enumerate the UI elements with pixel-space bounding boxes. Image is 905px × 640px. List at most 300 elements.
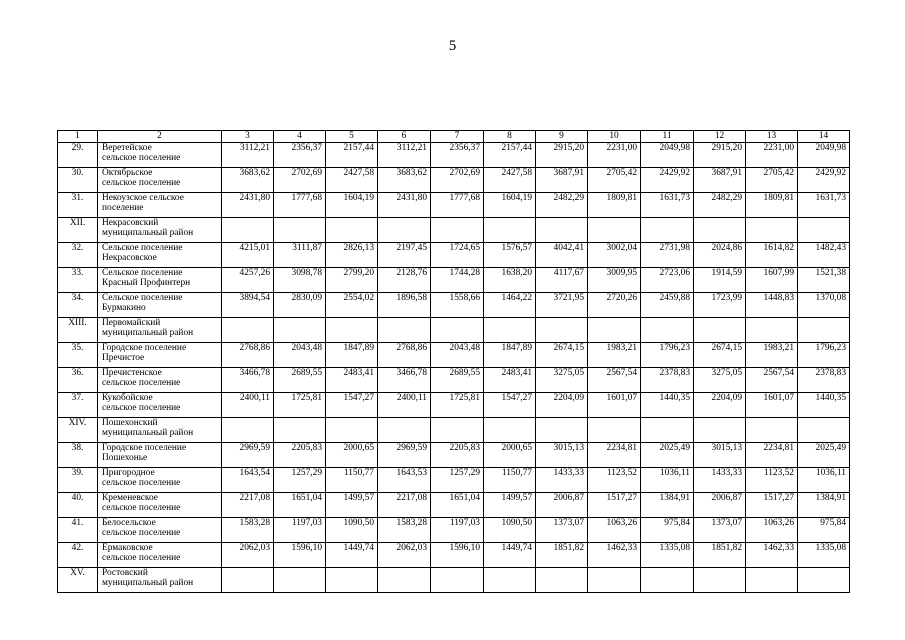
value-cell-col-9: 4042,41 bbox=[536, 242, 588, 267]
value-cell-col-12 bbox=[694, 417, 746, 442]
table-body bbox=[58, 142, 850, 592]
value-cell-col-9: 2482,29 bbox=[536, 192, 588, 217]
value-cell-col-12: 1433,33 bbox=[694, 467, 746, 492]
value-cell-col-8 bbox=[484, 217, 536, 242]
value-cell-col-5: 2157,44 bbox=[326, 142, 378, 167]
settlement-name bbox=[98, 292, 222, 317]
value-cell-col-3 bbox=[222, 417, 274, 442]
table-row bbox=[58, 242, 850, 267]
table-row bbox=[58, 142, 850, 167]
settlement-name bbox=[98, 567, 222, 592]
settlement-name-line: Пригородное bbox=[102, 467, 155, 478]
value-cell-col-5: 2799,20 bbox=[326, 267, 378, 292]
row-number: 40. bbox=[58, 492, 98, 517]
value-cell-col-5: 1150,77 bbox=[326, 467, 378, 492]
settlement-name-line: Городское поселение bbox=[102, 442, 187, 453]
value-cell-col-11: 1335,08 bbox=[641, 542, 694, 567]
table-row bbox=[58, 442, 850, 467]
row-number: 38. bbox=[58, 442, 98, 467]
column-header-11: 11 bbox=[641, 131, 694, 143]
value-cell-col-8 bbox=[484, 417, 536, 442]
value-cell-col-7: 2356,37 bbox=[431, 142, 484, 167]
table-row bbox=[58, 467, 850, 492]
row-number: 34. bbox=[58, 292, 98, 317]
value-cell-col-12 bbox=[694, 217, 746, 242]
value-cell-col-4: 1257,29 bbox=[274, 467, 326, 492]
column-header-13: 13 bbox=[746, 131, 798, 143]
value-cell-col-4: 2689,55 bbox=[274, 367, 326, 392]
value-cell-col-6: 1643,53 bbox=[378, 467, 431, 492]
value-cell-col-4: 1197,03 bbox=[274, 517, 326, 542]
row-number: XIII. bbox=[58, 317, 98, 342]
value-cell-col-13 bbox=[746, 417, 798, 442]
value-cell-col-11: 1440,35 bbox=[641, 392, 694, 417]
value-cell-col-12: 1373,07 bbox=[694, 517, 746, 542]
value-cell-col-6: 2768,86 bbox=[378, 342, 431, 367]
table-row bbox=[58, 567, 850, 592]
settlement-name-line: Кременевское bbox=[102, 492, 158, 503]
settlement-name-line: Сельское поселение bbox=[102, 267, 183, 278]
value-cell-col-11: 2731,98 bbox=[641, 242, 694, 267]
settlement-name bbox=[98, 442, 222, 467]
row-number: 33. bbox=[58, 267, 98, 292]
settlement-name-line: Некрасовское bbox=[102, 253, 157, 264]
value-cell-col-5: 2483,41 bbox=[326, 367, 378, 392]
settlement-name-line: сельское поселение bbox=[102, 403, 181, 414]
settlement-name-line: Первомайский bbox=[102, 317, 161, 328]
value-cell-col-12 bbox=[694, 317, 746, 342]
value-cell-col-7 bbox=[431, 217, 484, 242]
value-cell-col-7: 1197,03 bbox=[431, 517, 484, 542]
settlement-name-line: поселение bbox=[102, 203, 144, 214]
value-cell-col-9: 2204,09 bbox=[536, 392, 588, 417]
value-cell-col-10: 1983,21 bbox=[588, 342, 641, 367]
value-cell-col-12: 1851,82 bbox=[694, 542, 746, 567]
value-cell-col-8: 1464,22 bbox=[484, 292, 536, 317]
value-cell-col-5: 1090,50 bbox=[326, 517, 378, 542]
value-cell-col-7: 1777,68 bbox=[431, 192, 484, 217]
value-cell-col-7 bbox=[431, 417, 484, 442]
value-cell-col-9: 3015,13 bbox=[536, 442, 588, 467]
value-cell-col-9 bbox=[536, 567, 588, 592]
row-number: 41. bbox=[58, 517, 98, 542]
value-cell-col-14: 1521,38 bbox=[798, 267, 850, 292]
value-cell-col-8: 2483,41 bbox=[484, 367, 536, 392]
value-cell-col-14: 1631,73 bbox=[798, 192, 850, 217]
value-cell-col-10: 3002,04 bbox=[588, 242, 641, 267]
value-cell-col-11 bbox=[641, 417, 694, 442]
value-cell-col-9 bbox=[536, 217, 588, 242]
settlement-name-line: сельское поселение bbox=[102, 178, 181, 189]
settlement-name-line: Сельское поселение bbox=[102, 292, 183, 303]
value-cell-col-4 bbox=[274, 417, 326, 442]
value-cell-col-9: 1851,82 bbox=[536, 542, 588, 567]
value-cell-col-5: 1604,19 bbox=[326, 192, 378, 217]
value-cell-col-14: 1384,91 bbox=[798, 492, 850, 517]
value-cell-col-5: 2427,58 bbox=[326, 167, 378, 192]
table-row bbox=[58, 292, 850, 317]
value-cell-col-13: 1983,21 bbox=[746, 342, 798, 367]
table-row bbox=[58, 392, 850, 417]
value-cell-col-11 bbox=[641, 567, 694, 592]
value-cell-col-11: 2025,49 bbox=[641, 442, 694, 467]
settlement-name-line: муниципальный район bbox=[102, 428, 194, 439]
row-number: 37. bbox=[58, 392, 98, 417]
value-cell-col-12: 3687,91 bbox=[694, 167, 746, 192]
row-number: XV. bbox=[58, 567, 98, 592]
value-cell-col-13: 1063,26 bbox=[746, 517, 798, 542]
value-cell-col-10: 1123,52 bbox=[588, 467, 641, 492]
row-number: 31. bbox=[58, 192, 98, 217]
value-cell-col-9: 4117,67 bbox=[536, 267, 588, 292]
value-cell-col-5: 1547,27 bbox=[326, 392, 378, 417]
value-cell-col-9: 3721,95 bbox=[536, 292, 588, 317]
value-cell-col-13: 2567,54 bbox=[746, 367, 798, 392]
value-cell-col-14: 975,84 bbox=[798, 517, 850, 542]
value-cell-col-10: 1063,26 bbox=[588, 517, 641, 542]
value-cell-col-13: 1614,82 bbox=[746, 242, 798, 267]
value-cell-col-8: 1499,57 bbox=[484, 492, 536, 517]
value-cell-col-4 bbox=[274, 567, 326, 592]
value-cell-col-4: 1651,04 bbox=[274, 492, 326, 517]
value-cell-col-14: 1370,08 bbox=[798, 292, 850, 317]
table-row bbox=[58, 167, 850, 192]
table-row bbox=[58, 217, 850, 242]
table-row bbox=[58, 342, 850, 367]
value-cell-col-10: 3009,95 bbox=[588, 267, 641, 292]
value-cell-col-14: 1796,23 bbox=[798, 342, 850, 367]
value-cell-col-8: 1576,57 bbox=[484, 242, 536, 267]
value-cell-col-3: 2969,59 bbox=[222, 442, 274, 467]
value-cell-col-8: 1638,20 bbox=[484, 267, 536, 292]
value-cell-col-10: 1809,81 bbox=[588, 192, 641, 217]
value-cell-col-12 bbox=[694, 567, 746, 592]
value-cell-col-10: 1462,33 bbox=[588, 542, 641, 567]
value-cell-col-6: 2400,11 bbox=[378, 392, 431, 417]
value-cell-col-11 bbox=[641, 317, 694, 342]
value-cell-col-6: 2431,80 bbox=[378, 192, 431, 217]
column-header-2: 2 bbox=[98, 131, 222, 143]
settlement-name bbox=[98, 192, 222, 217]
settlement-name-line: сельское поселение bbox=[102, 378, 181, 389]
header-row bbox=[58, 131, 850, 143]
value-cell-col-8: 2427,58 bbox=[484, 167, 536, 192]
value-cell-col-14: 1482,43 bbox=[798, 242, 850, 267]
value-cell-col-12: 1723,99 bbox=[694, 292, 746, 317]
value-cell-col-3: 2062,03 bbox=[222, 542, 274, 567]
value-cell-col-7: 1257,29 bbox=[431, 467, 484, 492]
value-cell-col-12: 2204,09 bbox=[694, 392, 746, 417]
value-cell-col-10 bbox=[588, 317, 641, 342]
settlement-name bbox=[98, 242, 222, 267]
value-cell-col-11: 1796,23 bbox=[641, 342, 694, 367]
value-cell-col-4: 1725,81 bbox=[274, 392, 326, 417]
row-number: 32. bbox=[58, 242, 98, 267]
value-cell-col-4 bbox=[274, 217, 326, 242]
value-cell-col-3: 3112,21 bbox=[222, 142, 274, 167]
settlement-name-line: Пошехонский bbox=[102, 417, 158, 428]
value-cell-col-13 bbox=[746, 317, 798, 342]
value-cell-col-11: 975,84 bbox=[641, 517, 694, 542]
value-cell-col-14: 1036,11 bbox=[798, 467, 850, 492]
row-number: XII. bbox=[58, 217, 98, 242]
value-cell-col-12: 2006,87 bbox=[694, 492, 746, 517]
settlement-name bbox=[98, 267, 222, 292]
value-cell-col-9: 2006,87 bbox=[536, 492, 588, 517]
value-cell-col-3: 4257,26 bbox=[222, 267, 274, 292]
table-row bbox=[58, 192, 850, 217]
value-cell-col-14 bbox=[798, 317, 850, 342]
value-cell-col-5: 1499,57 bbox=[326, 492, 378, 517]
settlement-name-line: муниципальный район bbox=[102, 228, 194, 239]
value-cell-col-6 bbox=[378, 317, 431, 342]
value-cell-col-7: 2205,83 bbox=[431, 442, 484, 467]
value-cell-col-3: 3894,54 bbox=[222, 292, 274, 317]
value-cell-col-10 bbox=[588, 217, 641, 242]
value-cell-col-9: 2915,20 bbox=[536, 142, 588, 167]
value-cell-col-12: 3275,05 bbox=[694, 367, 746, 392]
settlement-name bbox=[98, 142, 222, 167]
value-cell-col-5: 2826,13 bbox=[326, 242, 378, 267]
column-header-1: 1 bbox=[58, 131, 98, 143]
column-header-9: 9 bbox=[536, 131, 588, 143]
settlement-name bbox=[98, 392, 222, 417]
value-cell-col-7: 1724,65 bbox=[431, 242, 484, 267]
value-cell-col-4: 2043,48 bbox=[274, 342, 326, 367]
value-cell-col-6: 1583,28 bbox=[378, 517, 431, 542]
value-cell-col-8: 2157,44 bbox=[484, 142, 536, 167]
value-cell-col-11: 2429,92 bbox=[641, 167, 694, 192]
value-cell-col-9 bbox=[536, 417, 588, 442]
settlement-name-line: Ермаковское bbox=[102, 542, 153, 553]
value-cell-col-14: 1440,35 bbox=[798, 392, 850, 417]
value-cell-col-6: 2217,08 bbox=[378, 492, 431, 517]
settlement-name-line: муниципальный район bbox=[102, 578, 194, 589]
value-cell-col-14 bbox=[798, 567, 850, 592]
value-cell-col-5: 2554,02 bbox=[326, 292, 378, 317]
value-cell-col-13: 1517,27 bbox=[746, 492, 798, 517]
value-cell-col-13: 1123,52 bbox=[746, 467, 798, 492]
value-cell-col-7: 2043,48 bbox=[431, 342, 484, 367]
value-cell-col-4: 2702,69 bbox=[274, 167, 326, 192]
column-header-4: 4 bbox=[274, 131, 326, 143]
settlement-name bbox=[98, 492, 222, 517]
value-cell-col-7: 1558,66 bbox=[431, 292, 484, 317]
value-cell-col-9: 3687,91 bbox=[536, 167, 588, 192]
settlement-name bbox=[98, 417, 222, 442]
table-row bbox=[58, 367, 850, 392]
value-cell-col-7: 2702,69 bbox=[431, 167, 484, 192]
value-cell-col-6: 2128,76 bbox=[378, 267, 431, 292]
table-row bbox=[58, 317, 850, 342]
row-number: 29. bbox=[58, 142, 98, 167]
settlement-name-line: муниципальный район bbox=[102, 328, 194, 339]
value-cell-col-13: 1601,07 bbox=[746, 392, 798, 417]
value-cell-col-5: 1449,74 bbox=[326, 542, 378, 567]
value-cell-col-14: 1335,08 bbox=[798, 542, 850, 567]
value-cell-col-13 bbox=[746, 567, 798, 592]
value-cell-col-7: 1651,04 bbox=[431, 492, 484, 517]
value-cell-col-12: 2024,86 bbox=[694, 242, 746, 267]
value-cell-col-12: 2482,29 bbox=[694, 192, 746, 217]
row-number: 30. bbox=[58, 167, 98, 192]
value-cell-col-8: 1090,50 bbox=[484, 517, 536, 542]
value-cell-col-11: 2378,83 bbox=[641, 367, 694, 392]
value-cell-col-10 bbox=[588, 567, 641, 592]
value-cell-col-12: 2915,20 bbox=[694, 142, 746, 167]
settlement-name-line: Городское поселение bbox=[102, 342, 187, 353]
value-cell-col-5 bbox=[326, 317, 378, 342]
value-cell-col-13: 1448,83 bbox=[746, 292, 798, 317]
value-cell-col-4: 1777,68 bbox=[274, 192, 326, 217]
value-cell-col-10: 2234,81 bbox=[588, 442, 641, 467]
value-cell-col-6 bbox=[378, 567, 431, 592]
value-cell-col-5: 1847,89 bbox=[326, 342, 378, 367]
value-cell-col-10: 2231,00 bbox=[588, 142, 641, 167]
settlement-name-line: сельское поселение bbox=[102, 153, 181, 164]
value-cell-col-3: 2768,86 bbox=[222, 342, 274, 367]
value-cell-col-6: 2969,59 bbox=[378, 442, 431, 467]
value-cell-col-3 bbox=[222, 217, 274, 242]
value-cell-col-3: 2217,08 bbox=[222, 492, 274, 517]
settlement-name-line: Бурмакино bbox=[102, 303, 146, 314]
value-cell-col-14: 2429,92 bbox=[798, 167, 850, 192]
value-cell-col-3 bbox=[222, 567, 274, 592]
value-cell-col-13: 2705,42 bbox=[746, 167, 798, 192]
settlement-name-line: Ростовский bbox=[102, 567, 148, 578]
value-cell-col-10: 2705,42 bbox=[588, 167, 641, 192]
value-cell-col-11: 1036,11 bbox=[641, 467, 694, 492]
value-cell-col-6: 3112,21 bbox=[378, 142, 431, 167]
value-cell-col-8: 1547,27 bbox=[484, 392, 536, 417]
value-cell-col-13: 1809,81 bbox=[746, 192, 798, 217]
value-cell-col-3: 2400,11 bbox=[222, 392, 274, 417]
settlement-name bbox=[98, 317, 222, 342]
value-cell-col-3: 2431,80 bbox=[222, 192, 274, 217]
settlement-name-line: Пречистенское bbox=[102, 367, 162, 378]
value-cell-col-7: 1596,10 bbox=[431, 542, 484, 567]
value-cell-col-5 bbox=[326, 567, 378, 592]
column-header-5: 5 bbox=[326, 131, 378, 143]
value-cell-col-13 bbox=[746, 217, 798, 242]
row-number: XIV. bbox=[58, 417, 98, 442]
value-cell-col-4: 2356,37 bbox=[274, 142, 326, 167]
table-row bbox=[58, 417, 850, 442]
value-cell-col-5 bbox=[326, 217, 378, 242]
value-cell-col-7: 1744,28 bbox=[431, 267, 484, 292]
value-cell-col-9 bbox=[536, 317, 588, 342]
value-cell-col-7 bbox=[431, 317, 484, 342]
table-row bbox=[58, 542, 850, 567]
settlement-name-line: Красный Профинтерн bbox=[102, 278, 191, 289]
value-cell-col-5 bbox=[326, 417, 378, 442]
value-cell-col-12: 1914,59 bbox=[694, 267, 746, 292]
column-header-3: 3 bbox=[222, 131, 274, 143]
value-cell-col-8 bbox=[484, 567, 536, 592]
value-cell-col-11: 2049,98 bbox=[641, 142, 694, 167]
row-number: 42. bbox=[58, 542, 98, 567]
value-cell-col-7 bbox=[431, 567, 484, 592]
value-cell-col-14 bbox=[798, 217, 850, 242]
row-number: 36. bbox=[58, 367, 98, 392]
value-cell-col-4: 1596,10 bbox=[274, 542, 326, 567]
settlement-name-line: сельское поселение bbox=[102, 528, 181, 539]
value-cell-col-8 bbox=[484, 317, 536, 342]
value-cell-col-14: 2378,83 bbox=[798, 367, 850, 392]
column-header-6: 6 bbox=[378, 131, 431, 143]
value-cell-col-3: 4215,01 bbox=[222, 242, 274, 267]
value-cell-col-11 bbox=[641, 217, 694, 242]
row-number: 35. bbox=[58, 342, 98, 367]
value-cell-col-8: 1150,77 bbox=[484, 467, 536, 492]
value-cell-col-4 bbox=[274, 317, 326, 342]
column-header-12: 12 bbox=[694, 131, 746, 143]
tariff-table bbox=[57, 130, 850, 593]
settlement-name-line: Октябрьское bbox=[102, 167, 153, 178]
value-cell-col-10: 2567,54 bbox=[588, 367, 641, 392]
value-cell-col-3: 3683,62 bbox=[222, 167, 274, 192]
value-cell-col-3 bbox=[222, 317, 274, 342]
value-cell-col-11: 1384,91 bbox=[641, 492, 694, 517]
value-cell-col-6: 3466,78 bbox=[378, 367, 431, 392]
column-header-14: 14 bbox=[798, 131, 850, 143]
value-cell-col-14 bbox=[798, 417, 850, 442]
value-cell-col-12: 2674,15 bbox=[694, 342, 746, 367]
settlement-name-line: Кукобойское bbox=[102, 392, 153, 403]
value-cell-col-7: 1725,81 bbox=[431, 392, 484, 417]
value-cell-col-13: 2234,81 bbox=[746, 442, 798, 467]
settlement-name bbox=[98, 367, 222, 392]
row-number: 39. bbox=[58, 467, 98, 492]
value-cell-col-4: 2205,83 bbox=[274, 442, 326, 467]
value-cell-col-6: 2062,03 bbox=[378, 542, 431, 567]
value-cell-col-8: 1449,74 bbox=[484, 542, 536, 567]
value-cell-col-13: 1462,33 bbox=[746, 542, 798, 567]
settlement-name-line: Белосельское bbox=[102, 517, 156, 528]
settlement-name-line: сельское поселение bbox=[102, 478, 181, 489]
value-cell-col-6: 2197,45 bbox=[378, 242, 431, 267]
value-cell-col-4: 3111,87 bbox=[274, 242, 326, 267]
value-cell-col-9: 2674,15 bbox=[536, 342, 588, 367]
value-cell-col-3: 1583,28 bbox=[222, 517, 274, 542]
value-cell-col-8: 1604,19 bbox=[484, 192, 536, 217]
table-row bbox=[58, 517, 850, 542]
settlement-name-line: Пречистое bbox=[102, 353, 145, 364]
value-cell-col-4: 3098,78 bbox=[274, 267, 326, 292]
value-cell-col-10: 2720,26 bbox=[588, 292, 641, 317]
value-cell-col-10: 1601,07 bbox=[588, 392, 641, 417]
value-cell-col-6: 1896,58 bbox=[378, 292, 431, 317]
column-header-10: 10 bbox=[588, 131, 641, 143]
value-cell-col-7: 2689,55 bbox=[431, 367, 484, 392]
settlement-name-line: Некрасовский bbox=[102, 217, 159, 228]
value-cell-col-3: 1643,54 bbox=[222, 467, 274, 492]
value-cell-col-4: 2830,09 bbox=[274, 292, 326, 317]
value-cell-col-11: 1631,73 bbox=[641, 192, 694, 217]
value-cell-col-8: 2000,65 bbox=[484, 442, 536, 467]
value-cell-col-12: 3015,13 bbox=[694, 442, 746, 467]
value-cell-col-13: 2231,00 bbox=[746, 142, 798, 167]
value-cell-col-6: 3683,62 bbox=[378, 167, 431, 192]
settlement-name bbox=[98, 542, 222, 567]
settlement-name bbox=[98, 167, 222, 192]
settlement-name bbox=[98, 517, 222, 542]
settlement-name-line: Пошехонье bbox=[102, 453, 148, 464]
value-cell-col-5: 2000,65 bbox=[326, 442, 378, 467]
value-cell-col-10 bbox=[588, 417, 641, 442]
settlement-name-line: Некоузское сельское bbox=[102, 192, 184, 203]
settlement-name bbox=[98, 342, 222, 367]
